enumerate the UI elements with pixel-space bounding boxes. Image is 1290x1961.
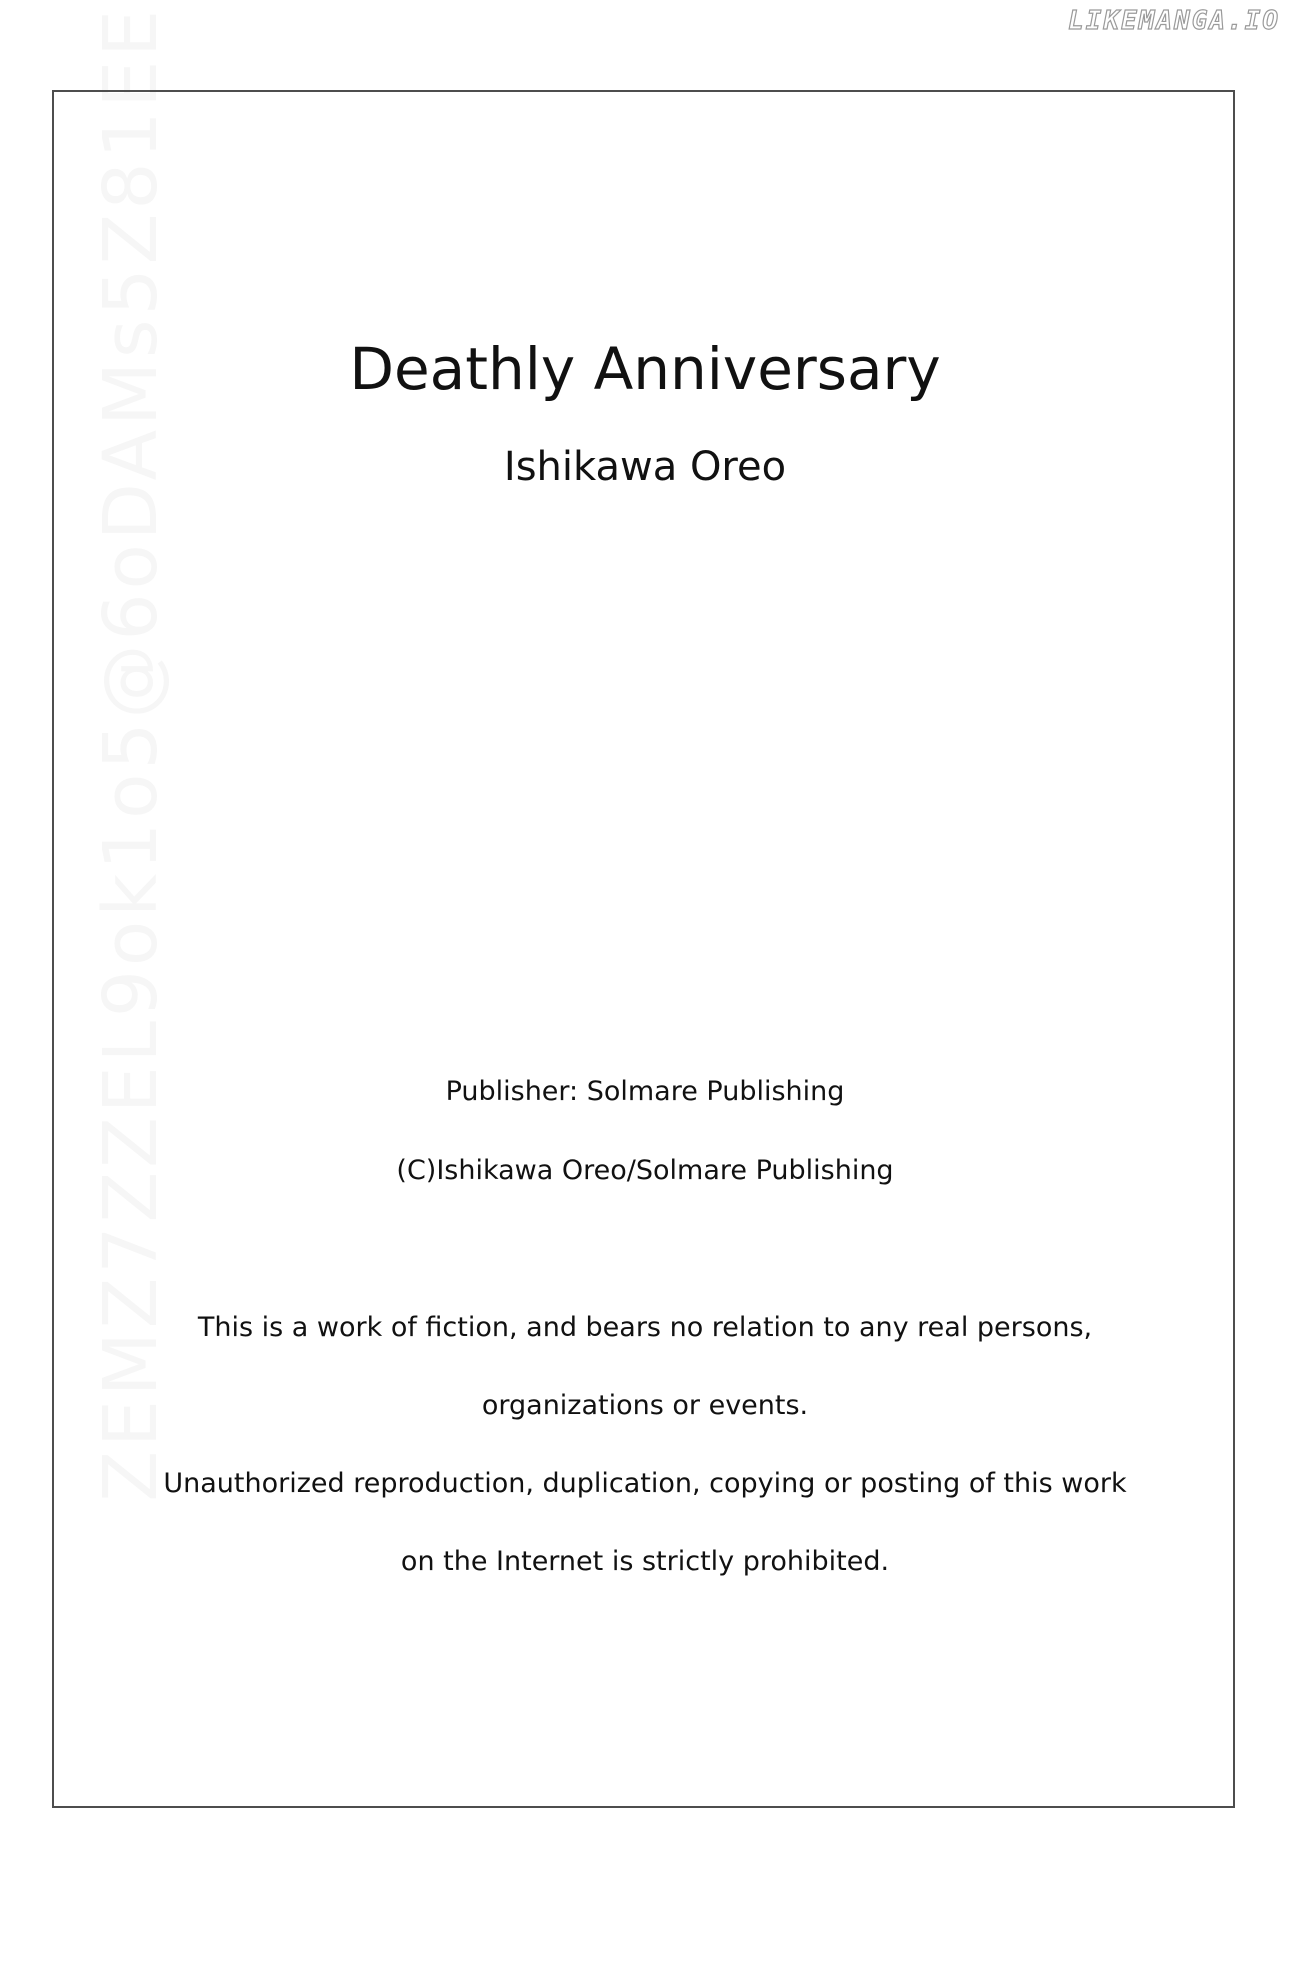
publisher-line: Publisher: Solmare Publishing bbox=[445, 1076, 845, 1107]
site-watermark: LIKEMANGA.IO bbox=[1068, 6, 1280, 36]
disclaimer-line-3: Unauthorized reproduction, duplication, copying or posting of this work bbox=[163, 1468, 1127, 1499]
book-title: Deathly Anniversary bbox=[349, 335, 941, 403]
disclaimer-line-2: organizations or events. bbox=[481, 1390, 809, 1421]
book-author: Ishikawa Oreo bbox=[503, 444, 787, 490]
copyright-line: (C)Ishikawa Oreo/Solmare Publishing bbox=[396, 1155, 894, 1186]
disclaimer-line-4: on the Internet is strictly prohibited. bbox=[400, 1546, 890, 1577]
disclaimer-line-1: This is a work of fiction, and bears no relation to any real persons, bbox=[197, 1312, 1093, 1343]
faint-vertical-code-text: ZEMZ7ZZEL9ok1o5@6oDAMs5Z81EE bbox=[88, 6, 174, 1502]
